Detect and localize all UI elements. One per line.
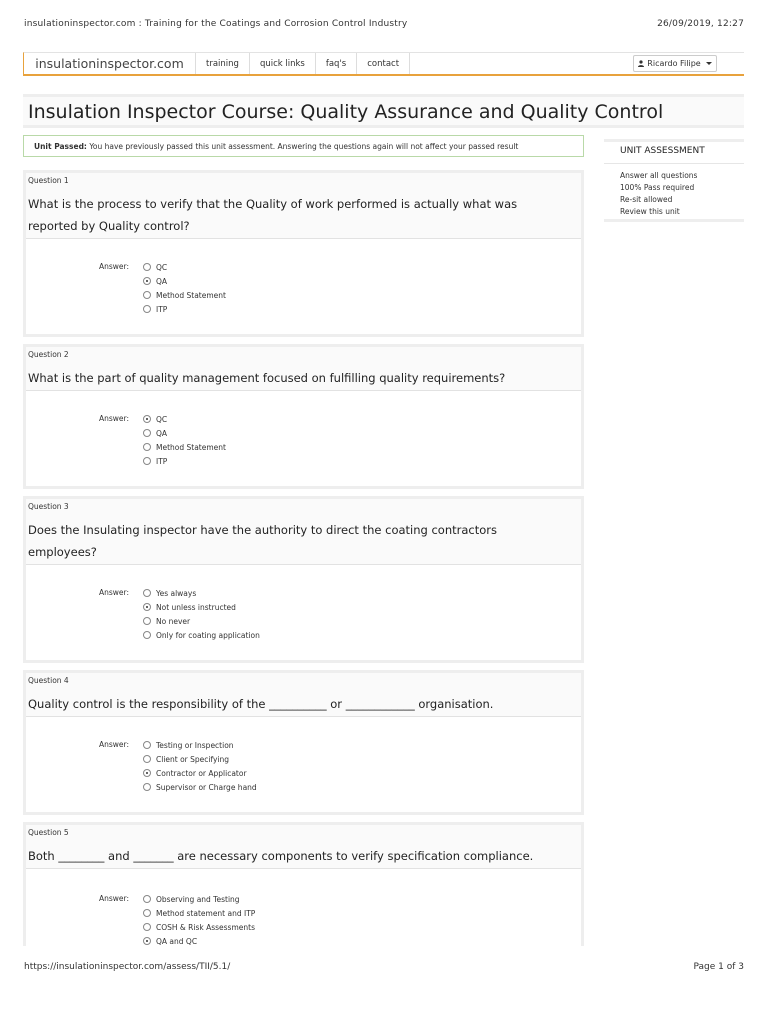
question-text: What is the process to verify that the Quality of work performed is actually what was reported by Quality control?: [28, 197, 518, 233]
radio-button-selected[interactable]: [143, 415, 151, 423]
option-label: No never: [156, 616, 191, 626]
sidebar-list: [620, 170, 697, 218]
question-number: Question 4: [28, 676, 69, 685]
sidebar-item-pass-required: 100% Pass required: [620, 183, 695, 192]
option-label: Method Statement: [156, 442, 226, 452]
nav-link-quick-links[interactable]: quick links: [250, 53, 316, 74]
question-card-5: [23, 822, 584, 946]
question-number: Question 3: [28, 502, 69, 511]
option-label: Client or Specifying: [156, 754, 230, 764]
radio-button-selected[interactable]: [143, 603, 151, 611]
answer-label: Answer:: [99, 740, 130, 749]
option-itp[interactable]: [143, 454, 226, 468]
radio-button[interactable]: [143, 457, 151, 465]
user-name: Ricardo Filipe: [647, 59, 701, 68]
radio-button-selected[interactable]: [143, 277, 151, 285]
option-label: ITP: [156, 456, 168, 466]
option-only-coating[interactable]: [143, 628, 260, 642]
radio-button[interactable]: [143, 617, 151, 625]
option-label: Contractor or Applicator: [156, 768, 247, 778]
answer-label: Answer:: [99, 588, 130, 597]
unit-assessment-panel: [604, 139, 744, 222]
option-label: Method statement and ITP: [156, 908, 256, 918]
radio-button[interactable]: [143, 923, 151, 931]
option-label: QC: [156, 414, 168, 424]
question-text: Does the Insulating inspector have the authority to direct the coating contractors employees?: [28, 523, 497, 559]
radio-button-selected[interactable]: [143, 769, 151, 777]
unit-passed-alert: [23, 135, 584, 157]
question-text: Both ________ and _______ are necessary components to verify specification compliance.: [28, 849, 534, 863]
option-yes-always[interactable]: [143, 586, 260, 600]
page-title: Insulation Inspector Course: Quality Assurance and Quality Control: [28, 101, 664, 123]
answer-options: [143, 412, 226, 468]
question-card-3: [23, 496, 584, 663]
option-qc[interactable]: [143, 260, 226, 274]
sidebar-item-resit: Re-sit allowed: [620, 195, 673, 204]
option-observing-testing[interactable]: [143, 892, 255, 906]
chevron-down-icon: [706, 62, 712, 65]
option-not-unless-instructed[interactable]: [143, 600, 260, 614]
option-label: QC: [156, 262, 168, 272]
option-label: COSH & Risk Assessments: [156, 922, 255, 932]
radio-button[interactable]: [143, 263, 151, 271]
option-label: Method Statement: [156, 290, 226, 300]
option-qa-qc[interactable]: [143, 934, 255, 948]
option-label: QA: [156, 276, 168, 286]
print-header-title: insulationinspector.com : Training for the Coatings and Corrosion Control Industry: [24, 19, 408, 29]
answer-options: [143, 260, 226, 316]
sidebar-item-answer-all: Answer all questions: [620, 171, 698, 180]
option-qa[interactable]: [143, 274, 226, 288]
nav-link-contact[interactable]: contact: [357, 53, 410, 74]
question-text: What is the part of quality management focused on fulfilling quality requirements?: [28, 371, 506, 385]
option-label: Only for coating application: [156, 630, 260, 640]
radio-button[interactable]: [143, 305, 151, 313]
option-contractor-applicator[interactable]: [143, 766, 257, 780]
option-label: QA: [156, 428, 168, 438]
question-number: Question 5: [28, 828, 69, 837]
radio-button[interactable]: [143, 783, 151, 791]
alert-strong: Unit Passed:: [34, 142, 87, 151]
answer-options: [143, 586, 260, 642]
radio-button[interactable]: [143, 755, 151, 763]
user-menu-button[interactable]: [633, 55, 717, 72]
radio-button[interactable]: [143, 895, 151, 903]
radio-button[interactable]: [143, 741, 151, 749]
title-bar: [23, 94, 744, 128]
option-method-statement[interactable]: [143, 288, 226, 302]
question-card-2: [23, 344, 584, 489]
answer-label: Answer:: [99, 262, 130, 271]
option-label: QA and QC: [156, 936, 198, 946]
radio-button[interactable]: [143, 631, 151, 639]
print-header-datetime: 26/09/2019, 12:27: [657, 19, 744, 29]
sidebar-title: UNIT ASSESSMENT: [620, 146, 705, 156]
option-no-never[interactable]: [143, 614, 260, 628]
option-label: Testing or Inspection: [156, 740, 234, 750]
radio-button[interactable]: [143, 291, 151, 299]
option-qc[interactable]: [143, 412, 226, 426]
nav-link-faqs[interactable]: faq's: [316, 53, 357, 74]
option-qa[interactable]: [143, 426, 226, 440]
radio-button-selected[interactable]: [143, 937, 151, 945]
option-method-statement[interactable]: [143, 440, 226, 454]
option-label: Not unless instructed: [156, 602, 236, 612]
radio-button[interactable]: [143, 909, 151, 917]
radio-button[interactable]: [143, 589, 151, 597]
sidebar-divider: [604, 163, 744, 164]
alert-message: You have previously passed this unit assessment. Answering the questions again will not affect your passed result: [86, 142, 519, 151]
option-label: ITP: [156, 304, 168, 314]
nav-link-training[interactable]: training: [195, 53, 250, 74]
answer-options: [143, 892, 255, 948]
option-label: Observing and Testing: [156, 894, 240, 904]
radio-button[interactable]: [143, 429, 151, 437]
answer-label: Answer:: [99, 414, 130, 423]
user-icon: [638, 60, 644, 67]
option-label: Supervisor or Charge hand: [156, 782, 257, 792]
answer-label: Answer:: [99, 894, 130, 903]
question-number: Question 1: [28, 176, 69, 185]
option-supervisor-charge-hand[interactable]: [143, 780, 257, 794]
option-method-statement-itp[interactable]: [143, 906, 255, 920]
sidebar-item-review[interactable]: Review this unit: [620, 207, 680, 216]
option-cosh-risk[interactable]: [143, 920, 255, 934]
print-header: [24, 19, 744, 29]
option-itp[interactable]: [143, 302, 226, 316]
print-footer-page: Page 1 of 3: [693, 962, 744, 972]
brand-link[interactable]: insulationinspector.com: [35, 56, 184, 71]
question-card-1: [23, 170, 584, 337]
option-client-specifying[interactable]: [143, 752, 257, 766]
print-footer-url: https://insulationinspector.com/assess/TII/5.1/: [24, 962, 231, 972]
option-testing-inspection[interactable]: [143, 738, 257, 752]
question-number: Question 2: [28, 350, 69, 359]
print-footer: [24, 962, 744, 972]
answer-options: [143, 738, 257, 794]
option-label: Yes always: [156, 588, 197, 598]
question-text: Quality control is the responsibility of the __________ or ____________ organisation.: [28, 697, 494, 711]
question-card-4: [23, 670, 584, 815]
radio-button[interactable]: [143, 443, 151, 451]
